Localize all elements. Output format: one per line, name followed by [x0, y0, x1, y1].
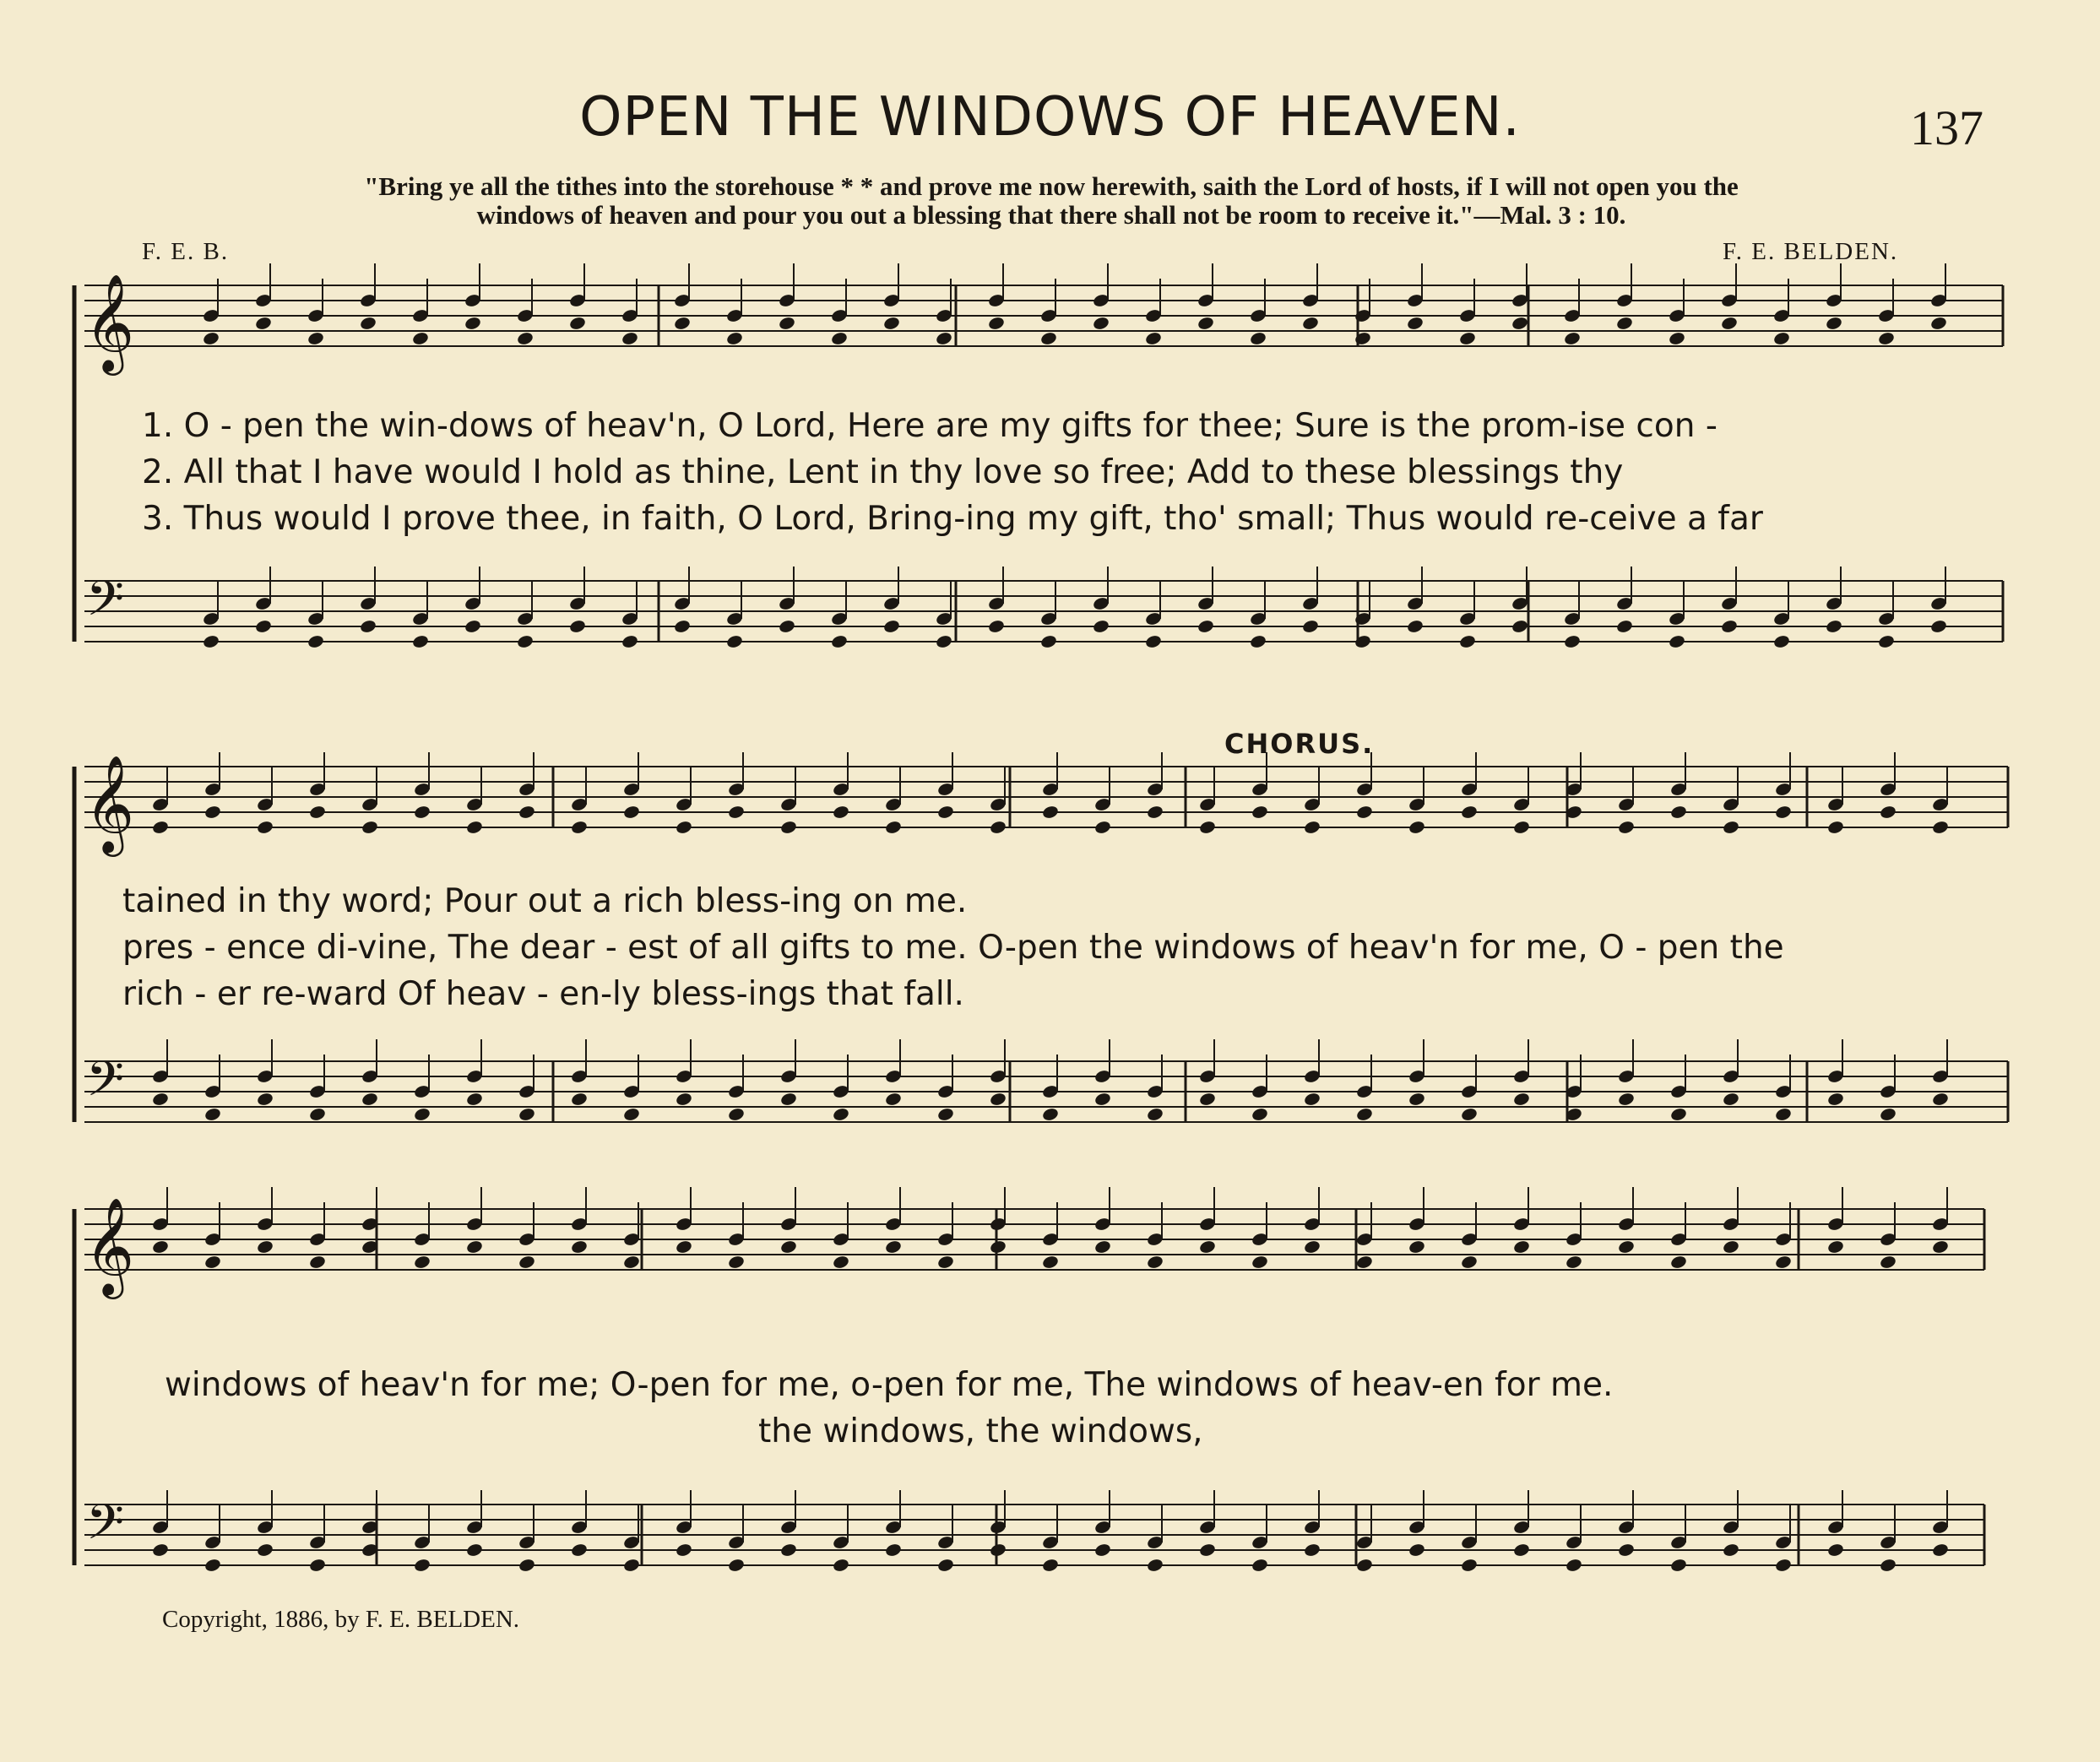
music-credit: F. E. BELDEN. — [1723, 238, 1899, 265]
treble-clef-icon: 𝄞 — [84, 754, 135, 853]
bass-clef-icon: 𝄢 — [86, 1050, 125, 1120]
verse-3-line-a: 3. Thus would I prove thee, in faith, O Lord, Bring-ing my gift, tho' small; Thus would re-ceive a far — [142, 500, 1763, 538]
bass-clef-icon: 𝄢 — [86, 1494, 125, 1563]
verse-3-line-b: rich - er re-ward Of heav - en-ly bless-ings that fall. — [122, 975, 964, 1013]
hymn-title: OPEN THE WINDOWS OF HEAVEN. — [579, 86, 1521, 149]
chorus-label: CHORUS. — [1224, 728, 1375, 760]
verse-1-line-b: tained in thy word; Pour out a rich bless-ing on me. — [122, 882, 968, 920]
verse-2-line-a: 2. All that I have would I hold as thine, Lent in thy love so free; Add to these blessings thy — [142, 453, 1624, 491]
treble-clef-icon: 𝄞 — [84, 273, 135, 371]
bass-clef-icon: 𝄢 — [86, 570, 125, 639]
epigraph-line-2: windows of heaven and pour you out a blessing that there shall not be room to receive it."—Mal. 3 : 10. — [476, 200, 1626, 230]
verse-1-line-a: 1. O - pen the win-dows of heav'n, O Lord, Here are my gifts for thee; Sure is the prom-ise con - — [142, 407, 1717, 445]
epigraph-line-1: "Bring ye all the tithes into the storehouse * * and prove me now herewith, saith the Lord of hosts, if I will not open you the — [364, 171, 1739, 201]
treble-clef-icon: 𝄞 — [84, 1196, 135, 1295]
page-number: 137 — [1910, 100, 1983, 155]
words-credit: F. E. B. — [142, 238, 230, 265]
chorus-line-a: windows of heav'n for me; O-pen for me, o-pen for me, The windows of heav-en for me. — [165, 1366, 1614, 1404]
verse-2-line-b: pres - ence di-vine, The dear - est of all gifts to me. O-pen the windows of heav'n for me, O - pen the — [122, 929, 1784, 967]
chorus-line-b: the windows, the windows, — [758, 1412, 1203, 1450]
copyright-notice: Copyright, 1886, by F. E. BELDEN. — [162, 1606, 520, 1633]
